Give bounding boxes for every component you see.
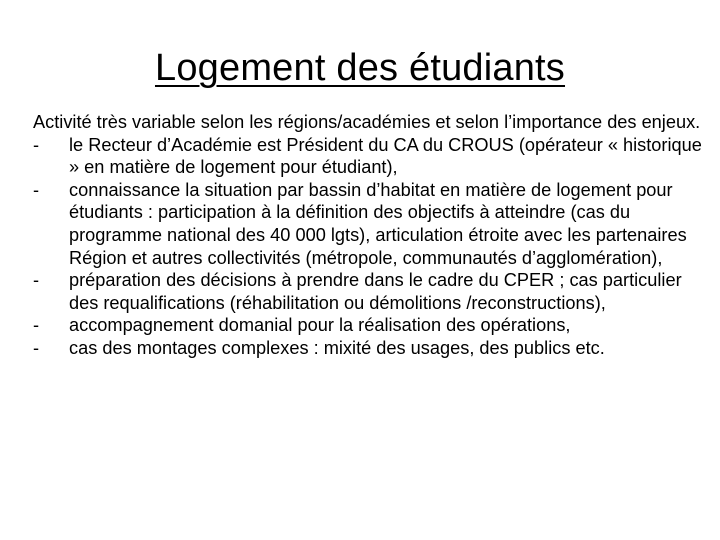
intro-paragraph: Activité très variable selon les régions/académies et selon l’importance des enjeux. — [33, 112, 701, 132]
bullet-text: cas des montages complexes : mixité des usages, des publics etc. — [69, 337, 605, 358]
bullet-item — [33, 314, 705, 337]
bullet-item — [33, 179, 705, 269]
bullet-list — [33, 134, 705, 360]
bullet-marker: - — [33, 315, 40, 336]
bullet-item — [33, 269, 705, 314]
bullet-text: le Recteur d’Académie est Président du CA du CROUS (opérateur « historique » en matière de logement pour étudiant), — [69, 134, 702, 178]
slide-title-text: Logement des étudiants — [154, 47, 566, 89]
slide-body — [33, 111, 705, 360]
bullet-marker: - — [33, 270, 40, 291]
bullet-item — [33, 337, 705, 360]
bullet-text: accompagnement domanial pour la réalisation des opérations, — [69, 315, 571, 336]
bullet-marker: - — [33, 134, 40, 155]
bullet-text: préparation des décisions à prendre dans le cadre du CPER ; cas particulier des requalifications (réhabilitation ou démolitions /reconstructions), — [69, 270, 682, 313]
slide-title — [0, 44, 720, 92]
bullet-marker: - — [33, 179, 40, 200]
bullet-marker: - — [33, 337, 40, 358]
bullet-text: connaissance la situation par bassin d’habitat en matière de logement pour étudiants : participation à la définition des objectifs à atteindre (cas du programme national des 40 000 lgts), articulation étroite avec les partenaires Région et autres collectivités (métropole, communautés d’agglomération), — [69, 179, 687, 268]
bullet-item — [33, 134, 705, 179]
